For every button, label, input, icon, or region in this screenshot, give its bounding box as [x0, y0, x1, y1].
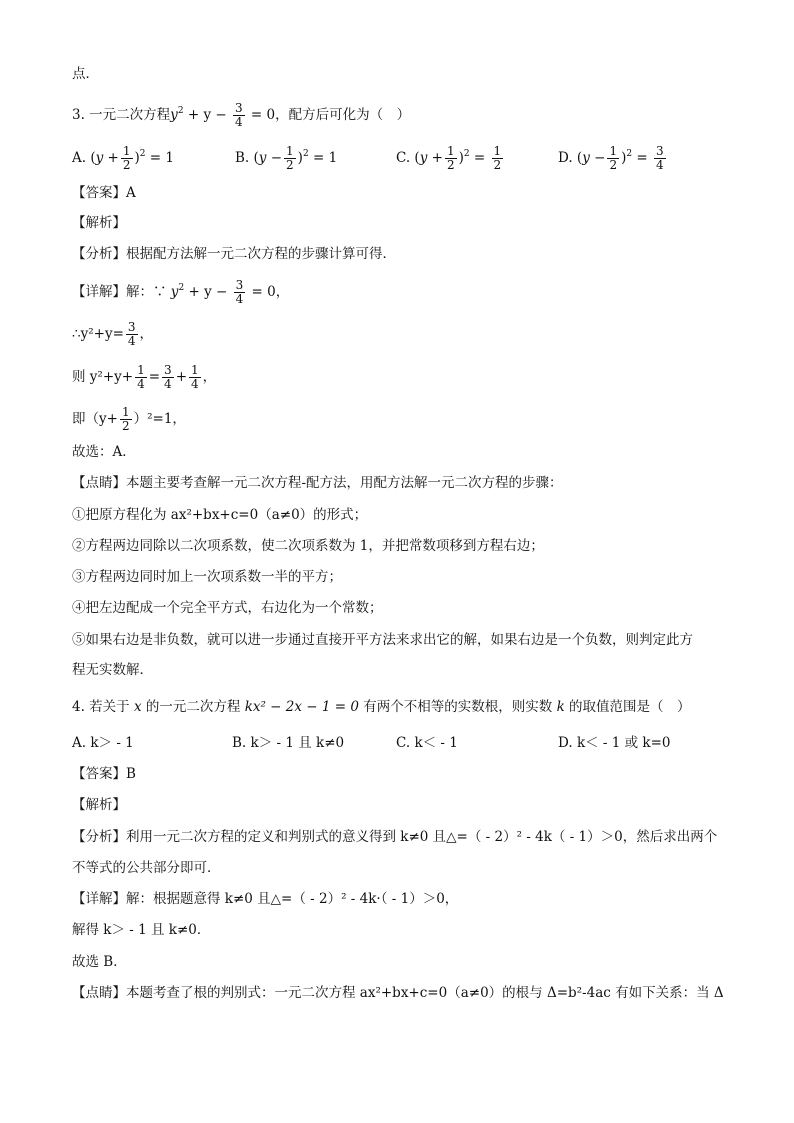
q3-analysis-tag: 【解析】 [72, 215, 126, 231]
q4-option-b: B. k＞ - 1 且 k≠0 [232, 735, 345, 751]
q4-xiangjie: 【详解】解：根据题意得 k≠0 且△=（ - 2）² - 4k·（ - 1）＞0， [72, 891, 459, 907]
q3-choose: 故选：A． [72, 444, 136, 460]
q3-step-item: ④把左边配成一个完全平方式，右边化为一个常数； [72, 600, 383, 616]
q3-step-item: 程无实数解． [72, 662, 153, 678]
q3-step-item: ⑤如果右边是非负数，就可以进一步通过直接开平方法来求出它的解，如果右边是一个负数，则判定此方 [72, 632, 693, 648]
q4-solve: 解得 k＞ - 1 且 k≠0． [72, 922, 211, 938]
q3-step-item: ③方程两边同时加上一次项系数一半的平方； [72, 569, 342, 585]
q4-analysis-tag: 【解析】 [72, 797, 126, 813]
q3-step-item: ②方程两边同除以二次项系数，使二次项系数为 1，并把常数项移到方程右边； [72, 538, 544, 554]
q3-dianjing: 【点睛】本题主要考查解一元二次方程-配方法，用配方法解一元二次方程的步骤： [72, 475, 563, 491]
q4-fenxi: 【分析】利用一元二次方程的定义和判别式的意义得到 k≠0 且△=（ - 2）² - 4k（ - 1）＞0，然后求出两个 [72, 829, 718, 845]
q4-choose: 故选 B． [72, 954, 127, 970]
q3-stem: 3. 一元二次方程$y^2 + y$ − $\frac{3}{4}$ = 0，配方后可化为（ ） [72, 101, 411, 129]
q4-option-c: C. k＜ - 1 [396, 735, 458, 751]
q4-option-a: A. k＞ - 1 [72, 735, 134, 751]
q3-option-d: D. (y − $\frac{1}{2}$ )$^2$ = $\frac{3}{4}$ [558, 144, 664, 172]
q3-option-a: A. (y + $\frac{1}{2}$ )$^2$ = 1 [72, 144, 175, 172]
q4-fenxi-cont: 不等式的公共部分即可． [72, 860, 221, 876]
q3-option-b: B. (y − $\frac{1}{2}$ )$^2$ = 1 [235, 144, 338, 172]
fraction: $\frac{3}{4}$ [234, 101, 243, 129]
q4-answer: 【答案】B [72, 766, 136, 782]
q3-fenxi: 【分析】根据配方法解一元二次方程的步骤计算可得． [72, 246, 396, 262]
q3-answer: 【答案】A [72, 185, 136, 201]
q4-dianjing: 【点睛】本题考查了根的判别式：一元二次方程 ax²+bx+c=0（a≠0）的根与 Δ=b²-4ac 有如下关系：当 Δ [72, 985, 724, 1001]
q3-step3: 即（y+ $\frac{1}{2}$ ）²=1， [72, 405, 186, 433]
q3-option-c: C. (y + $\frac{1}{2}$ )$^2$ = $\frac{1}{2}$ [396, 144, 502, 172]
q4-option-d: D. k＜ - 1 或 k=0 [558, 735, 671, 751]
q4-stem: 4. 若关于 x 的一元二次方程 kx² − 2x − 1 = 0 有两个不相等的实数根，则实数 k 的取值范围是（ ） [72, 699, 691, 715]
continued-text: 点． [72, 66, 99, 82]
q3-xiangjie: 【详解】解：∵ $y^2 + y$ − $\frac{3}{4}$ = 0， [72, 278, 290, 306]
q3-step2: 则 y²+y+ $\frac{1}{4}$ = $\frac{3}{4}$ + $\frac{1}{4}$ ， [72, 363, 217, 391]
q3-step1: ∴y²+y= $\frac{3}{4}$ ， [72, 320, 154, 348]
q3-step-item: ①把原方程化为 ax²+bx+c=0（a≠0）的形式； [72, 507, 368, 523]
